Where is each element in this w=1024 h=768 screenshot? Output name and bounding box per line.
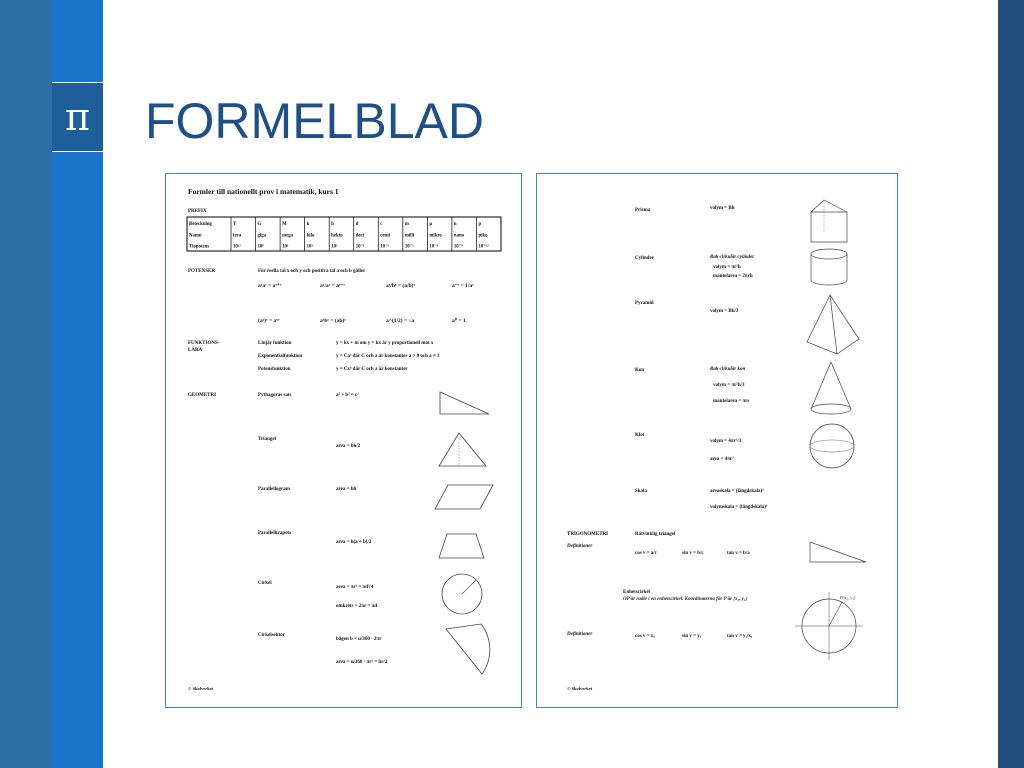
prefix-cell: c: [380, 222, 383, 227]
prefix-cell: Beteckning: [189, 222, 212, 227]
trig-label: TRIGONOMETRI: [567, 532, 609, 537]
prefix-cell: 10³: [306, 244, 313, 250]
prefix-cell: tera: [233, 233, 242, 239]
solid-formula-klot-2: area = 4πr²: [710, 457, 734, 462]
funktion-formula-2: y = Caˣ där C och a är konstanter a > 0 och a ≠ 1: [336, 354, 440, 359]
prefix-cell: 10⁻¹²: [478, 244, 489, 250]
circle-radius-line: [462, 580, 476, 594]
right-triangle-figure: [810, 542, 866, 562]
sector-figure: [446, 624, 490, 674]
funktion-name-1: Linjär funktion: [258, 341, 292, 346]
potenser-formula-1: aˣaʸ = aˣ⁺ʸ: [258, 283, 282, 289]
prefix-cell: 10²: [331, 244, 338, 250]
solid-formula-cylinder-2: volym = πr²h: [713, 265, 741, 270]
pyramid-figure: [807, 295, 859, 354]
prefix-cell: T: [233, 222, 237, 227]
trig-formula-cos: cos v = a/c: [635, 551, 657, 556]
prefix-cell: milli: [404, 233, 415, 239]
cylinder-body: [811, 254, 847, 285]
sphere-equator: [810, 440, 854, 452]
definitioner-label-1: Definitioner: [567, 544, 593, 549]
solid-name-cylinder: Cylinder: [635, 256, 654, 261]
prefix-cell: piko: [478, 233, 488, 239]
trapezoid-figure: [439, 534, 484, 558]
prefix-cell: nano: [453, 233, 465, 239]
solid-formula-kon-3: mantelarea = πrs: [713, 399, 750, 404]
solid-formula-prisma: volym = Bh: [710, 206, 735, 211]
triangle-figure: [439, 433, 486, 466]
prefix-cell: 10⁻³: [404, 244, 414, 250]
prefix-label: PREFIX: [188, 209, 207, 214]
page-2-content: [537, 174, 897, 707]
page-1-header: Formler till nationellt prov i matematik, kurs 1: [188, 187, 339, 196]
prefix-cell: deci: [355, 233, 364, 239]
potenser-label: POTENSER: [188, 269, 215, 274]
solid-name-pyramid: Pyramid: [635, 301, 654, 306]
prefix-cell: mikro: [429, 233, 442, 239]
funktion-formula-1: y = kx + m om y = kx är y proportionell mot x: [336, 341, 434, 346]
prism-figure: [811, 212, 847, 242]
geometri-name-pythagoras: Pythagoras sats: [258, 393, 292, 398]
slide-title: FORMELBLAD: [145, 93, 484, 149]
potenser-formula-6: aˣbˣ = (ab)ˣ: [320, 318, 346, 324]
formula-page-1: [165, 173, 522, 708]
solid-name-prisma: Prisma: [635, 208, 651, 213]
prefix-cell: 10⁻¹: [355, 244, 365, 250]
prefix-cell: giga: [257, 233, 267, 239]
geometri-name-cirkel: Cirkel: [258, 581, 272, 586]
parallelogram-figure: [435, 485, 493, 509]
prefix-cell: mega: [282, 233, 294, 239]
geometri-formula-cirkel-2: omkrets = 2πr = πd: [336, 604, 377, 609]
prefix-cell: 10¹²: [233, 244, 241, 250]
geometri-formula-cirkel: area = πr² = πd²/4: [336, 585, 374, 590]
prefix-cell: 10⁹: [257, 244, 264, 250]
geometri-name-parallelltrapets: Parallelltrapets: [258, 531, 292, 536]
trig-title: Rätvinklig triangel: [635, 532, 676, 537]
unit-formula-sin: sin v = y₁: [682, 634, 702, 639]
skala-formula-1: areaskala = (längdskala)²: [710, 489, 764, 494]
unit-circle-text-wrapper: [623, 596, 798, 618]
prefix-cell: hekto: [331, 233, 343, 239]
geometri-formula-triangel: area = bh/2: [336, 444, 361, 449]
geometri-name-cirkelsektor: Cirkelsektor: [258, 633, 285, 638]
unit-formula-tan: tan v = y₁/x₁: [727, 634, 753, 639]
prefix-cell: G: [257, 222, 262, 227]
page-2-footer: © Skolverket: [567, 686, 593, 691]
potenser-formula-5: (aˣ)ʸ = aˣʸ: [258, 318, 280, 324]
left-stripe-dark: [0, 0, 52, 768]
cone-figure: [811, 362, 851, 409]
right-stripe: [998, 0, 1024, 768]
prefix-cell: d: [355, 222, 359, 227]
geometri-formula-cirkelsektor-2: area = α/360 · πr² = br/2: [336, 660, 388, 665]
sphere-figure: [810, 424, 854, 468]
prefix-cell: p: [478, 222, 482, 227]
skala-formula-2: volymskala = (längdskala)³: [710, 505, 768, 510]
geometri-formula-pythagoras: a² + b² = c²: [336, 393, 359, 398]
unit-formula-cos: cos v = x₁: [635, 634, 655, 639]
prefix-cell: kilo: [306, 233, 315, 239]
solid-name-kon: Kon: [635, 368, 645, 373]
prefix-cell: 10⁻²: [380, 244, 390, 250]
unit-circle-text: OP är radie i en enhetscirkel. Koordinaterna för P är (x₁, y₁): [623, 597, 748, 602]
solid-formula-pyramid: volym = Bh/3: [710, 309, 739, 314]
geometri-label: GEOMETRI: [188, 393, 217, 398]
point-p-label: P(x₁, y₁): [840, 595, 856, 600]
geometri-name-parallellogram: Parallellogram: [258, 487, 290, 492]
prefix-cell: µ: [429, 222, 433, 227]
pi-icon: π: [52, 82, 103, 152]
prefix-table-grid: [189, 217, 489, 251]
solid-name-skala: Skala: [635, 489, 647, 494]
potenser-formula-4: a⁻ˣ = 1/aˣ: [452, 283, 474, 289]
cylinder-figure: [811, 249, 847, 259]
funktion-label-1: FUNKTIONS-: [188, 341, 220, 346]
prefix-cell: k: [306, 222, 310, 227]
unit-circle-title: Enhetscirkel: [623, 590, 650, 595]
prefix-cell: centi: [380, 233, 391, 239]
prefix-cell: 10⁻⁶: [429, 244, 439, 250]
potenser-formula-7: a^(1/2) = √a: [386, 318, 415, 324]
definitioner-label-2: Definitioner: [567, 632, 593, 637]
prefix-cell: m: [404, 222, 409, 227]
prefix-cell: h: [331, 222, 334, 227]
prefix-cell: Namn: [189, 233, 202, 239]
prefix-cell: 10⁻⁹: [453, 244, 463, 250]
potenser-formula-2: aˣ/aʸ = aˣ⁻ʸ: [320, 283, 345, 289]
geometri-name-triangel: Triangel: [258, 437, 276, 442]
geometri-formula-cirkelsektor: bågen b = α/360 · 2πr: [336, 637, 382, 642]
trig-formula-tan: tan v = b/a: [727, 551, 750, 556]
trig-formula-sin: sin v = b/c: [682, 551, 704, 556]
solid-formula-cylinder-3: mantelarea = 2πrh: [713, 274, 753, 279]
prefix-cell: Tiopotens: [189, 244, 210, 250]
prefix-cell: M: [282, 222, 287, 227]
cone-base: [811, 404, 851, 414]
geometri-formula-parallelltrapets: area = h(a + b)/2: [336, 540, 372, 545]
formula-page-2: [536, 173, 898, 708]
funktion-formula-3: y = Cxᵃ där C och a är konstanter: [336, 367, 408, 372]
page-1-footer: © Skolverket: [188, 686, 214, 691]
solid-formula-kon-2: volym = πr²h/3: [713, 383, 745, 388]
solid-formula-klot: volym = 4πr³/3: [710, 439, 742, 444]
funktion-name-2: Exponentialfunktion: [258, 354, 303, 359]
potenser-formula-3: aˣ/bˣ = (a/b)ˣ: [386, 283, 415, 289]
solid-name-klot: Klot: [635, 433, 645, 438]
solid-formula-kon: Rak cirkulär kon: [710, 367, 746, 372]
prefix-cell: n: [453, 222, 457, 227]
funktion-name-3: Potensfunktion: [258, 367, 291, 372]
page-1-content: [166, 174, 521, 707]
funktion-label-2: LÄRA: [188, 348, 203, 353]
unit-circle-radius: [829, 602, 842, 626]
pythagoras-triangle-figure: [440, 392, 489, 414]
potenser-formula-8: a⁰ = 1: [452, 318, 466, 324]
potenser-intro: För reella tal x och y och positiva tal a och b gäller: [258, 269, 366, 274]
geometri-formula-parallellogram: area = bh: [336, 487, 357, 492]
prefix-cell: 10⁶: [282, 244, 289, 250]
prism-top-edges: [811, 200, 847, 212]
solid-formula-cylinder: Rak cirkulär cylinder: [710, 255, 755, 260]
